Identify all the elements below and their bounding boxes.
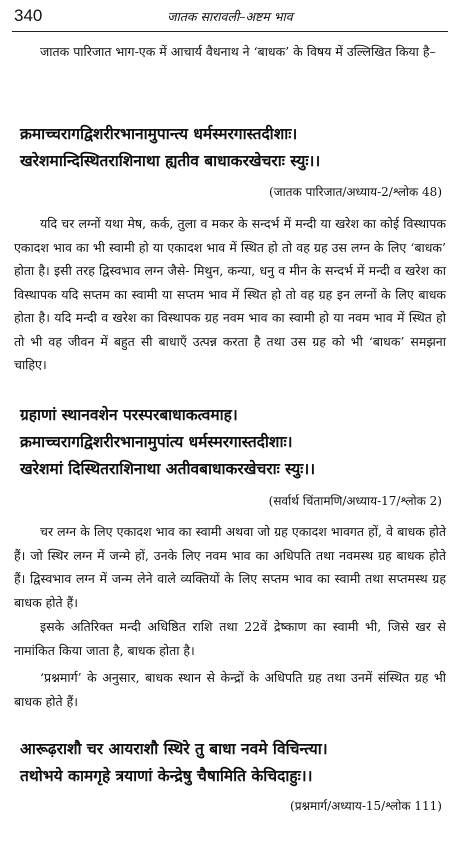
verse-line: तथोभये कामगृहे त्रयाणां केन्द्रेषु चैषामिति केचिदाहुः।। <box>20 766 313 785</box>
verse-source <box>14 182 442 202</box>
running-title: जातक सारावली–अष्टम भाव <box>167 9 293 24</box>
paragraph-text: ‘प्रश्नमार्ग’ के अनुसार, बाधक स्थान से केन्द्रों के अधिपति ग्रह तथा उनमें संस्थित ग्रह भी बाधक होते हैं। <box>14 670 446 709</box>
verse-line: खरेशमान्दिस्थितराशिनाथा ह्यतीव बाधाकरखेचराः स्युः।। <box>20 151 321 170</box>
verse-source <box>14 491 442 511</box>
source-citation: (सर्वार्थ चिंतामणि/अध्याय-17/श्लोक 2) <box>268 494 442 508</box>
paragraph-text: जातक पारिजात भाग-एक में आचार्य वैधनाथ ने ‘बाधक’ के विषय में उल्लिखित किया है– <box>40 44 436 59</box>
paragraph-text: यदि चर लग्नों यथा मेष, कर्क, तुला व मकर के सन्दर्भ में मन्दी या खरेश का कोई विस्थापक एकादश भाव का भी स्वामी हो या एकादश भाव में स्थित हो तो वह ग्रह उस लग्न के लिए ‘बाधक’ होता है। इसी तरह द्विस्वभाव लग्न जैसे- मिथुन, कन्या, धनु व मीन के सन्दर्भ में मन्दी व खरेश का विस्थापक यदि सप्तम का स्वामी या सप्तम भाव में स्थित हो तो वह ग्रह इन लग्नों के लिए बाधक होता है। यदि मन्दी व खरेश का विस्थापक ग्रह नवम भाव का स्वामी हो या नवम भाव में स्थित हो तो भी वह जीवन में बहुत सी बाधाएँ उत्पन्न करता है तथा उस ग्रह को भी ‘बाधक’ समझना चाहिए। <box>14 216 446 372</box>
source-citation: (जातक पारिजात/अध्याय-2/श्लोक 48) <box>268 185 442 199</box>
paragraph-text: चर लग्न के लिए एकादश भाव का स्वामी अथवा जो ग्रह एकादश भावगत हों, वे बाधक होते हैं। जो स्थिर लग्न में जन्मे हों, उनके लिए नवम भाव का अधिपति तथा नवमस्थ ग्रह बाधक होते हैं। द्विस्वभाव लग्न में जन्म लेने वाले व्यक्तियों के लिए सप्तम भाव का स्वामी तथा सप्तमस्थ ग्रह बाधक होते हैं। <box>14 524 446 610</box>
verse-jataka-parijata <box>20 120 444 174</box>
paragraph-mandi <box>14 615 446 662</box>
source-citation: (प्रश्नमार्ग/अध्याय-15/श्लोक 111) <box>290 799 442 813</box>
paragraph-text: इसके अतिरिक्त मन्दी अधिष्ठित राशि तथा 22वें द्रेष्काण का स्वामी भी, जिसे खर से नामांकित किया जाता है, बाधक होता है। <box>14 619 446 658</box>
verse-source <box>14 796 442 816</box>
verse-line: क्रमाच्चरागद्विशरीरभानामुपांत्य धर्मस्मरगास्तदीशाः। <box>20 432 293 451</box>
page-number: 340 <box>14 6 43 25</box>
verse-prashnamarga <box>20 735 444 789</box>
header-rule <box>12 31 448 32</box>
paragraph-explanation <box>14 212 446 377</box>
paragraph-prashnamarga <box>14 666 446 713</box>
verse-line: क्रमाच्चरागद्विशरीरभानामुपान्त्य धर्मस्मरगास्तदीशाः। <box>20 124 298 143</box>
paragraph-intro <box>14 40 446 64</box>
verse-line: खरेशमां दिस्थितराशिनाथा अतीवबाधाकरखेचराः स्युः।। <box>20 459 316 478</box>
page-header <box>14 6 446 32</box>
paragraph-lagna-rules <box>14 520 446 614</box>
verse-line: आरूढ़राशौ चर आयराशौ स्थिरे तु बाधा नवमे विचिन्त्या। <box>20 739 328 758</box>
verse-line: ग्रहाणां स्थानवशेन परस्परबाधाकत्वमाह। <box>20 405 238 424</box>
verse-sarvartha-chintamani <box>20 401 444 482</box>
